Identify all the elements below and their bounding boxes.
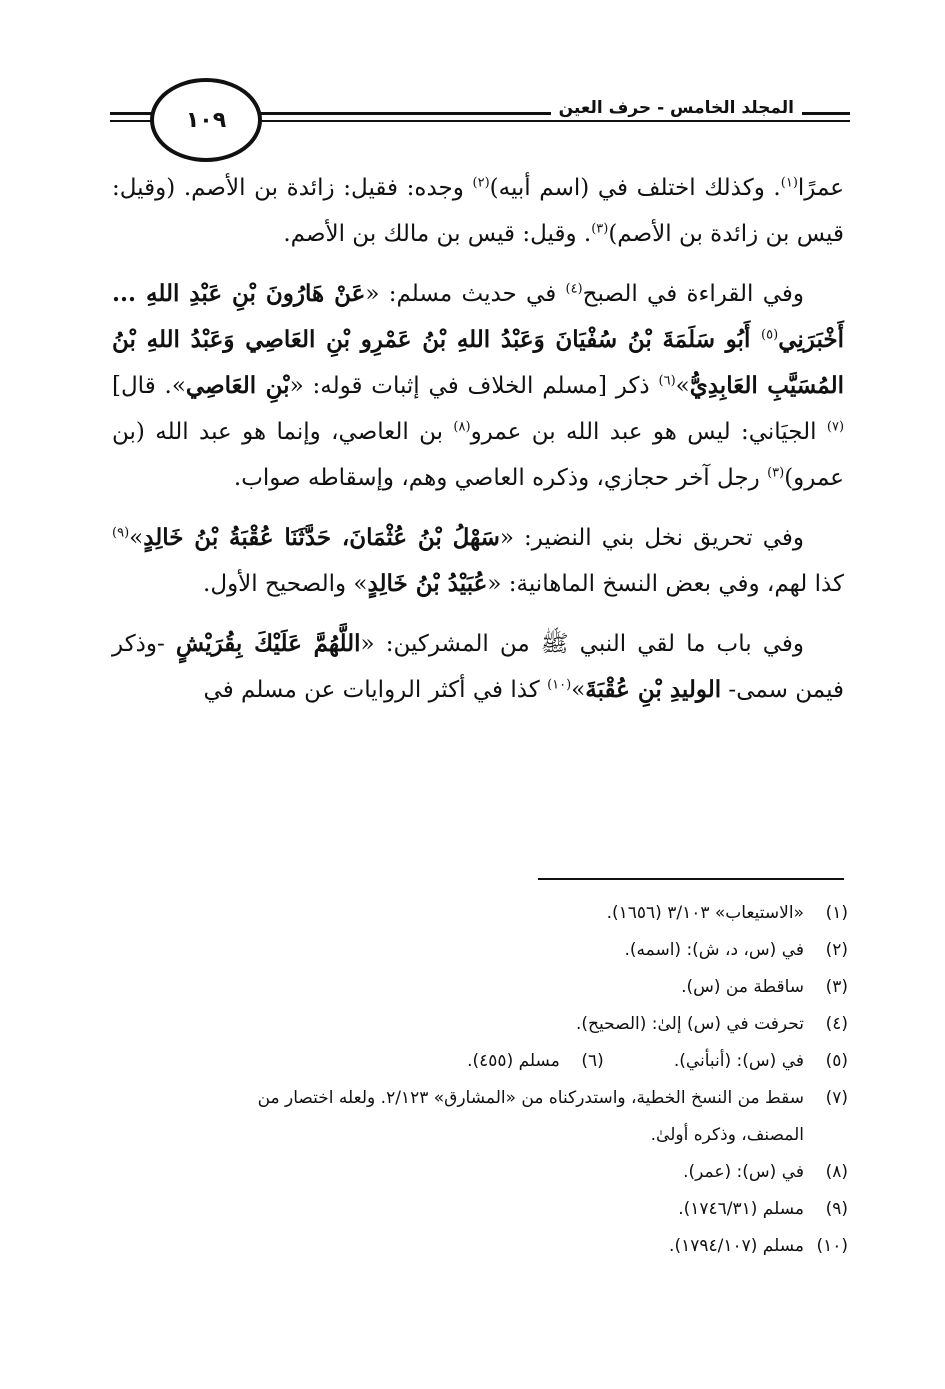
text-run: الجيَاني: ليس هو عبد الله بن عمرو <box>470 419 827 445</box>
footnote-text: مسلم (٤٥٥). <box>467 1051 560 1071</box>
footnote-4 <box>112 1006 848 1043</box>
footnote-text: ساقطة من (س). <box>681 977 804 997</box>
footnote-5-6 <box>112 1043 848 1080</box>
footnote-3 <box>112 969 848 1006</box>
footnote-8 <box>112 1154 848 1191</box>
hadith-text: بْنِ العَاصِي <box>185 372 290 399</box>
footnote-ref[interactable]: (٣) <box>767 465 785 481</box>
text-run: كذا في أكثر الروايات عن مسلم في <box>203 677 548 703</box>
footnote-ref[interactable]: (١٠) <box>547 677 572 693</box>
text-run: رجل آخر حجازي، وذكره العاصي وهم، وإسقاطه صواب. <box>233 465 768 491</box>
footnote-text: «الاستيعاب» ٣/١٠٣ (١٦٥٦). <box>606 903 804 923</box>
footnote-number: (٩) <box>825 1199 848 1219</box>
footnote-9 <box>112 1191 848 1228</box>
footnote-ref[interactable]: (٧) <box>826 419 845 435</box>
paragraph-1 <box>112 165 844 257</box>
footnote-number: (٦) <box>581 1051 604 1071</box>
text-run: » <box>571 677 586 703</box>
footnote-number: (٢) <box>825 940 848 960</box>
footnotes <box>112 895 848 1265</box>
footnote-text: في (س): (عمر). <box>683 1162 804 1182</box>
footnote-text: في (س): (أنبأني). <box>673 1051 804 1071</box>
footnote-number: (١) <box>825 903 848 923</box>
text-run: . وكذلك اختلف في (اسم أبيه) <box>489 175 781 201</box>
footnote-ref[interactable]: (٦) <box>658 373 676 389</box>
footnote-2 <box>112 932 848 969</box>
page-number: ١٠٩ <box>150 78 262 162</box>
hadith-text: اللَّهُمَّ عَلَيْكَ بِقُرَيْشٍ <box>175 630 361 657</box>
hadith-text: أَبُو سَلَمَةَ بْنُ سُفْيَانَ وَعَبْدُ اللهِ بْنُ عَمْرِو بْنِ العَاصِي وَعَبْدُ اللهِ بْنُ المُسَيَّبِ العَابِدِيُّ <box>112 326 844 399</box>
footnote-10 <box>112 1228 848 1265</box>
running-header-title: المجلد الخامس - حرف العين <box>551 98 802 118</box>
footnote-text: مسلم (١٧٩٤/١٠٧). <box>669 1236 804 1256</box>
hadith-text: عُبَيْدُ بْنُ خَالِدٍ <box>367 570 488 597</box>
paragraph-2 <box>112 271 844 501</box>
footnote-ref[interactable]: (٥) <box>761 327 779 343</box>
footnote-text: مسلم (١٧٤٦/٣١). <box>678 1199 804 1219</box>
text-run: كذا لهم، وفي بعض النسخ الماهانية: « <box>487 571 844 597</box>
text-run: . وقيل: قيس بن مالك بن الأصم. <box>283 221 592 247</box>
text-run: وفي باب ما لقي النبي ﷺ من المشركين: « <box>360 631 804 657</box>
hadith-text: عَنْ هَارُونَ بْنِ عَبْدِ اللهِ ... أَخْبَرَنِي <box>112 280 844 353</box>
footnote-number: (١٠) <box>816 1236 848 1256</box>
text-run: ». قال] <box>112 373 186 399</box>
text-run: في حديث مسلم: « <box>365 281 566 307</box>
text-run: عمرًا <box>797 175 844 201</box>
footnote-7-continued: المصنف، وذكره أولىٰ. <box>650 1125 804 1145</box>
text-run: » <box>129 525 144 551</box>
hadith-text: الوليدِ بْنِ عُقْبَةَ <box>585 676 722 703</box>
footnote-text: تحرفت في (س) إلىٰ: (الصحيح). <box>575 1014 804 1034</box>
footnote-1 <box>112 895 848 932</box>
paragraph-4 <box>112 621 844 713</box>
text-run: وفي تحريق نخل بني النضير: « <box>499 525 805 551</box>
hadith-text: سَهْلُ بْنُ عُثْمَانَ، حَدَّثَنَا عُقْبَةُ بْنُ خَالِدٍ <box>143 524 500 551</box>
footnote-number: (٧) <box>825 1088 848 1108</box>
footnote-text: في (س، د، ش): (اسمه). <box>624 940 804 960</box>
footnote-separator <box>538 878 844 880</box>
footnote-7 <box>112 1080 848 1117</box>
footnote-ref[interactable]: (٣) <box>591 221 609 237</box>
footnote-ref[interactable]: (٢) <box>472 175 490 191</box>
text-run: -وذكر فيمن سمى- <box>112 631 844 703</box>
text-run: وجده: فقيل: زائدة بن الأصم. (وقيل: قيس بن زائدة بن الأصم) <box>112 175 844 247</box>
footnote-ref[interactable]: (٩) <box>112 525 130 541</box>
footnote-number: (٨) <box>825 1162 848 1182</box>
footnote-ref[interactable]: (٤) <box>565 281 583 297</box>
footnote-number: (٣) <box>825 977 848 997</box>
text-run: وفي القراءة في الصبح <box>582 281 804 307</box>
footnote-ref[interactable]: (٨) <box>453 419 471 435</box>
footnote-text: سقط من النسخ الخطية، واستدركناه من «المشارق» ٢/١٢٣. ولعله اختصار من <box>257 1088 804 1108</box>
footnote-number: (٤) <box>825 1014 848 1034</box>
paragraph-3 <box>112 515 844 607</box>
text-run: » والصحيح الأول. <box>203 571 368 597</box>
text-run: بن العاصي، وإنما هو عبد الله (بن عمرو) <box>112 419 844 491</box>
page-header <box>110 78 850 160</box>
footnote-ref[interactable]: (١) <box>780 175 798 191</box>
main-text <box>112 165 844 727</box>
text-run: » <box>675 373 690 399</box>
footnote-6 <box>467 1043 604 1080</box>
footnote-number: (٥) <box>825 1051 848 1071</box>
text-run: ذكر [مسلم الخلاف في إثبات قوله: « <box>289 373 659 399</box>
